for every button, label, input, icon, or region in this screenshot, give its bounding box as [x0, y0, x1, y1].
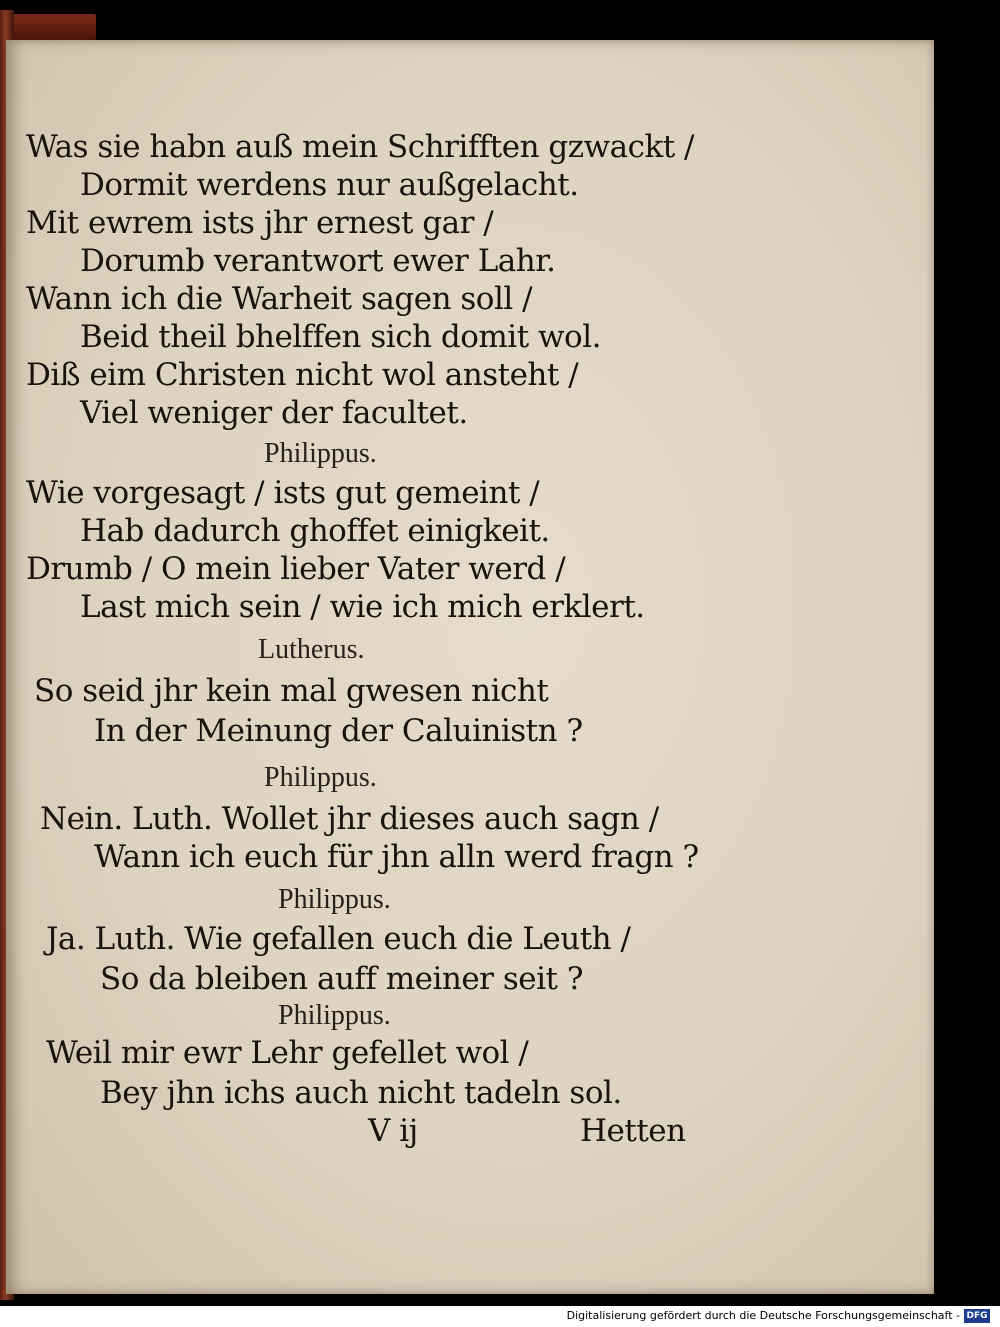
- speaker-heading: Philippus.: [278, 884, 391, 915]
- speaker-heading: Philippus.: [264, 438, 377, 469]
- verse-line: Dormit werdens nur außgelacht.: [80, 167, 579, 203]
- signature-mark: V ij: [368, 1113, 418, 1149]
- funding-credit: Digitalisierung gefördert durch die Deutsche Forschungsgemeinschaft -: [566, 1309, 960, 1322]
- speaker-heading: Philippus.: [264, 762, 377, 793]
- verse-line: Hab dadurch ghoffet einigkeit.: [80, 513, 550, 549]
- verse-line: Ja. Luth. Wie gefallen euch die Leuth /: [46, 921, 631, 957]
- verse-line: Mit ewrem ists jhr ernest gar /: [26, 205, 494, 241]
- verse-line: So da bleiben auff meiner seit ?: [100, 961, 583, 997]
- verse-line: Dorumb verantwort ewer Lahr.: [80, 243, 556, 279]
- book-page: [6, 40, 934, 1294]
- verse-line: Nein. Luth. Wollet jhr dieses auch sagn /: [40, 801, 659, 837]
- verse-line: Last mich sein / wie ich mich erklert.: [80, 589, 645, 625]
- book-cover-top: [0, 14, 96, 40]
- verse-line: Wie vorgesagt / ists gut gemeint /: [26, 475, 540, 511]
- verse-line: Was sie habn auß mein Schrifften gzwackt /: [26, 129, 694, 165]
- verse-line: In der Meinung der Caluinistn ?: [94, 713, 583, 749]
- verse-line: Bey jhn ichs auch nicht tadeln sol.: [100, 1075, 622, 1111]
- speaker-heading: Lutherus.: [258, 634, 365, 665]
- verse-line: So seid jhr kein mal gwesen nicht: [34, 673, 549, 709]
- verse-line: Diß eim Christen nicht wol ansteht /: [26, 357, 579, 393]
- verse-line: Weil mir ewr Lehr gefellet wol /: [46, 1035, 529, 1071]
- verse-line: Viel weniger der facultet.: [80, 395, 468, 431]
- dfg-logo-icon: DFG: [964, 1309, 990, 1323]
- verse-line: Wann ich die Warheit sagen soll /: [26, 281, 533, 317]
- verse-line: Drumb / O mein lieber Vater werd /: [26, 551, 566, 587]
- speaker-heading: Philippus.: [278, 1000, 391, 1031]
- verse-line: Wann ich euch für jhn alln werd fragn ?: [94, 839, 699, 875]
- catchword: Hetten: [580, 1113, 686, 1149]
- verse-line: Beid theil bhelffen sich domit wol.: [80, 319, 601, 355]
